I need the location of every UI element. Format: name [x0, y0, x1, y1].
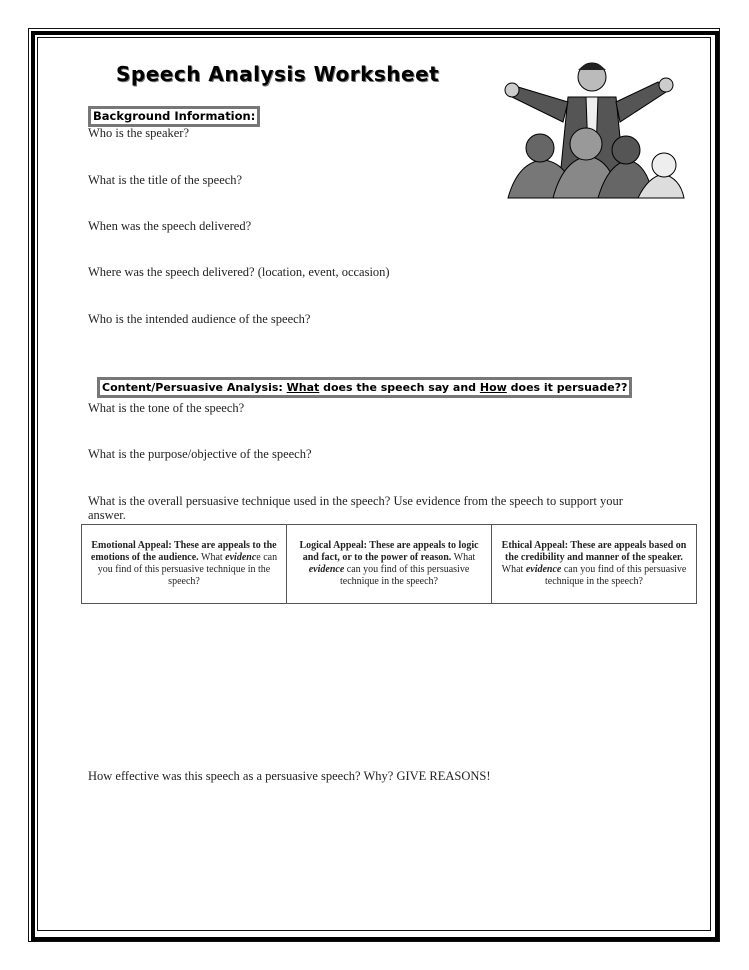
- question-technique: What is the overall persuasive technique used in the speech? Use evidence from the speech to support your answer.: [88, 494, 623, 522]
- appeal-title: Ethical Appeal: These are appeals based on the credibility and manner of the speaker.: [501, 540, 687, 563]
- speaker-clipart-image: [498, 52, 688, 200]
- appeal-emphasis: evidence: [525, 564, 562, 575]
- appeal-text: can you find of this persuasive technique in the speech?: [339, 564, 470, 587]
- heading-what: What: [286, 381, 320, 394]
- content-heading: [97, 377, 632, 398]
- question-speaker: Who is the speaker?: [88, 126, 190, 140]
- appeal-text: e can you find of this persuasive technique in the speech?: [97, 552, 278, 587]
- appeal-cell-ethical: [492, 525, 697, 604]
- appeal-title: Logical Appeal: These are appeals to logic and fact, or to the power of reason.: [299, 540, 479, 563]
- appeal-text: can you find of this persuasive technique in the speech?: [544, 564, 687, 587]
- heading-how: How: [479, 381, 507, 394]
- question-audience: Who is the intended audience of the speech?: [88, 312, 311, 326]
- question-when: When was the speech delivered?: [88, 219, 252, 233]
- heading-suffix: does it persuade??: [506, 381, 628, 394]
- appeal-text: What: [501, 564, 526, 575]
- appeal-emphasis: evidenc: [225, 552, 257, 563]
- question-tone: What is the tone of the speech?: [88, 401, 245, 415]
- appeal-title: Emotional Appeal: These are appeals to the emotions of the audience.: [90, 540, 277, 563]
- question-purpose: What is the purpose/objective of the speech?: [88, 447, 312, 461]
- page-title: Speech Analysis Worksheet: [116, 62, 440, 86]
- question-where: Where was the speech delivered? (location, event, occasion): [88, 265, 390, 279]
- question-title: What is the title of the speech?: [88, 173, 243, 187]
- appeals-table: [81, 524, 697, 604]
- heading-mid: does the speech say and: [319, 381, 480, 394]
- background-heading: Background Information:: [88, 106, 260, 127]
- appeal-text: What: [198, 552, 226, 563]
- appeal-emphasis: evidence: [308, 564, 345, 575]
- appeal-cell-emotional: [82, 525, 287, 604]
- heading-prefix: Content/Persuasive Analysis:: [102, 381, 287, 394]
- appeal-text: What: [451, 552, 476, 563]
- appeal-cell-logical: [287, 525, 492, 604]
- question-effectiveness: How effective was this speech as a persuasive speech? Why? GIVE REASONS!: [88, 769, 491, 783]
